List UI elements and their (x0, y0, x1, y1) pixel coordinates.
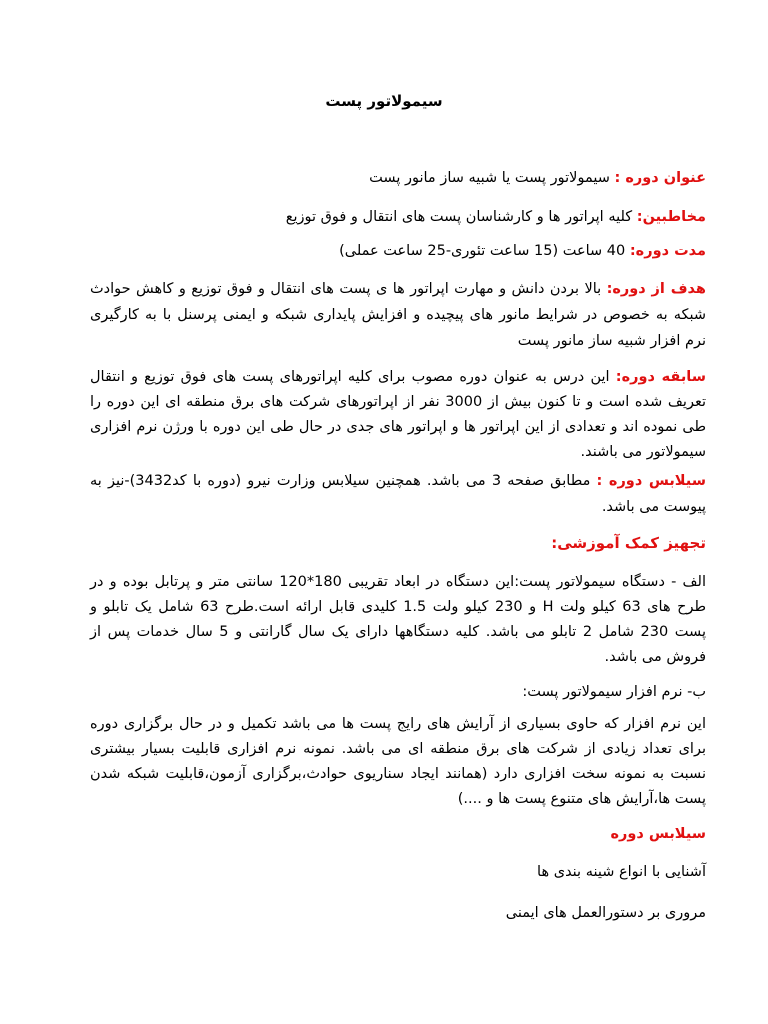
audience-text: کلیه اپراتور ها و کارشناسان پست های انتقال و فوق توزیع (285, 209, 637, 225)
duration-text: 40 ساعت (15 ساعت تئوری-25 ساعت عملی) (339, 243, 630, 259)
course-title-label: عنوان دوره : (614, 170, 706, 186)
course-title-text: سیمولاتور پست یا شبیه ساز مانور پست (369, 170, 615, 186)
equipment-a-paragraph: الف - دستگاه سیمولاتور پست:این دستگاه در ابعاد تقریبی 180*120 سانتی متر و پرتابل بوده و در طرح های 63 کیلو ولت H و 230 کیلو ولت 1.5 کلیدی قابل ارائه است.طرح 63 شامل یک تابلو و پست 230 شامل 2 تابلو می باشد. کلیه دستگاهها دارای یک سال گارانتی و 5 سال خدمات پس از فروش می باشد. (90, 574, 706, 665)
audience-paragraph (90, 203, 706, 231)
equipment-b-paragraph: این نرم افزار که حاوی بسیاری از آرایش های رایج پست ها می باشد تکمیل و در حال برگزاری دوره برای تعداد زیادی از شرکت های برق منطقه ای می باشد. نمونه نرم افزاری قابلیت بسیار بیشتری نسبت به نمونه سخت افزاری دارد (همانند ایجاد سناریوی حوادث،برگزاری آزمون،قابلیت شبکه شدن پست ها،آرایش های متنوع پست ها و ....) (90, 716, 706, 807)
goal-paragraph (90, 276, 706, 354)
duration-paragraph (90, 237, 706, 265)
history-label: سابقه دوره: (615, 369, 706, 385)
history-text: این درس به عنوان دوره مصوب برای کلیه اپراتورهای پست های فوق توزیع و انتقال تعریف شده است و تا کنون بیش از 3000 نفر از اپراتورهای شرکت های برق منطقه ای این دوره را طی نموده اند و تعدادی از این اپراتور ها و اپراتور های جدی در حال طی این دوره با ورژن نرم افزاری سیمولاتور می باشند. (90, 369, 706, 460)
duration-label: مدت دوره: (629, 243, 706, 259)
equipment-b-heading: ب- نرم افزار سیمولاتور پست: (522, 684, 706, 700)
syllabus-paragraph (90, 468, 706, 520)
syllabus-item-2: مروری بر دستورالعمل های ایمنی (505, 905, 706, 921)
syllabus-item-1: آشنایی با انواع شینه بندی ها (537, 864, 706, 880)
syllabus-label: سیلابس دوره : (596, 473, 706, 489)
equipment-heading: تجهیز کمک آموزشی: (551, 534, 706, 552)
goal-label: هدف از دوره: (606, 281, 706, 297)
page-title: سیمولاتور پست (325, 92, 443, 110)
history-paragraph (90, 365, 706, 465)
audience-label: مخاطبین: (636, 209, 706, 225)
course-title-paragraph (90, 164, 706, 192)
syllabus-heading: سیلابس دوره (610, 826, 706, 842)
goal-text: بالا بردن دانش و مهارت اپراتور ها ی پست های انتقال و فوق توزیع و کاهش حوادث شبکه به خصوص در شرایط مانور های پیچیده و افزایش پایداری شبکه و ایمنی پرسنل با به کارگیری نرم افزار شبیه ساز مانور پست (90, 281, 706, 349)
syllabus-text: مطابق صفحه 3 می باشد. همچنین سیلابس وزارت نیرو (دوره با کد3432)-نیز به پیوست می باشد. (90, 473, 706, 515)
